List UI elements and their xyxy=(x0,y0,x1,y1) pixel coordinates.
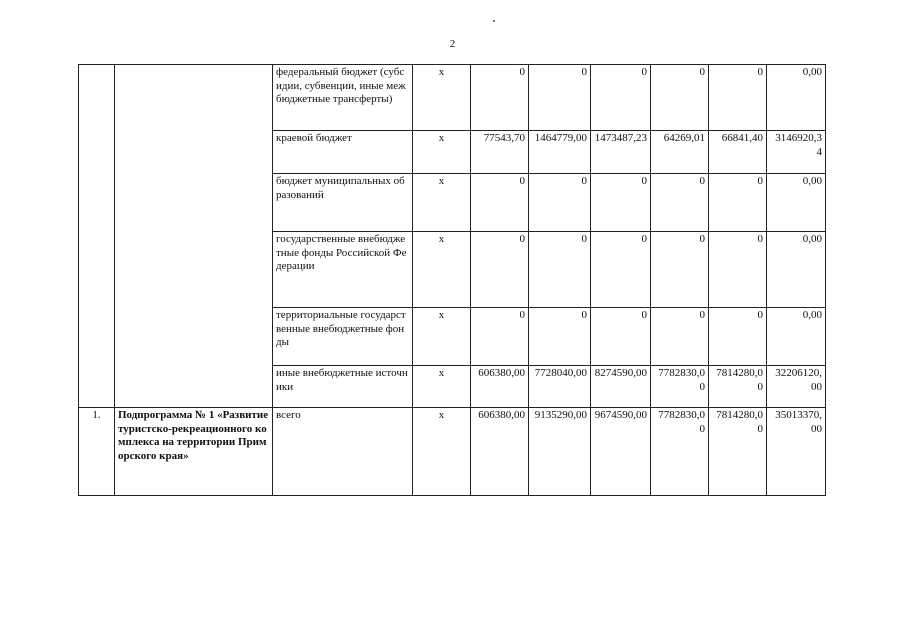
value-cell: 606380,00 xyxy=(471,408,529,496)
subprogram-row xyxy=(79,408,826,496)
source-cell: федеральный бюджет (субсидии, субвенции, иные межбюджетные трансферты) xyxy=(273,65,413,131)
value-cell: 0 xyxy=(651,232,709,308)
value-cell: 9674590,00 xyxy=(591,408,651,496)
source-cell: краевой бюджет xyxy=(273,131,413,174)
value-cell: 0 xyxy=(591,308,651,366)
source-cell: бюджет муниципальных образований xyxy=(273,174,413,232)
code-cell: х xyxy=(413,308,471,366)
value-cell: 7782830,00 xyxy=(651,408,709,496)
total-cell: 0,00 xyxy=(767,174,826,232)
value-cell: 0 xyxy=(651,65,709,131)
code-cell: х xyxy=(413,65,471,131)
value-cell: 7814280,00 xyxy=(709,366,767,408)
source-cell: государственные внебюджетные фонды Российской Федерации xyxy=(273,232,413,308)
total-cell: 3146920,34 xyxy=(767,131,826,174)
value-cell: 66841,40 xyxy=(709,131,767,174)
value-cell: 77543,70 xyxy=(471,131,529,174)
total-cell: 0,00 xyxy=(767,308,826,366)
total-cell: 0,00 xyxy=(767,65,826,131)
value-cell: 0 xyxy=(591,65,651,131)
table-row xyxy=(79,65,826,131)
total-cell: 35013370,00 xyxy=(767,408,826,496)
value-cell: 0 xyxy=(591,174,651,232)
value-cell: 1473487,23 xyxy=(591,131,651,174)
value-cell: 1464779,00 xyxy=(529,131,591,174)
value-cell: 0 xyxy=(529,174,591,232)
value-cell: 0 xyxy=(471,232,529,308)
value-cell: 64269,01 xyxy=(651,131,709,174)
code-cell: х xyxy=(413,408,471,496)
value-cell: 8274590,00 xyxy=(591,366,651,408)
value-cell: 0 xyxy=(591,232,651,308)
source-cell: всего xyxy=(273,408,413,496)
total-cell: 32206120,00 xyxy=(767,366,826,408)
value-cell: 0 xyxy=(529,308,591,366)
value-cell: 0 xyxy=(471,65,529,131)
index-cell xyxy=(79,65,115,408)
value-cell: 0 xyxy=(709,174,767,232)
code-cell: х xyxy=(413,232,471,308)
value-cell: 7782830,00 xyxy=(651,366,709,408)
title-cell xyxy=(115,65,273,408)
value-cell: 606380,00 xyxy=(471,366,529,408)
total-cell: 0,00 xyxy=(767,232,826,308)
value-cell: 0 xyxy=(651,308,709,366)
code-cell: х xyxy=(413,131,471,174)
value-cell: 0 xyxy=(471,308,529,366)
code-cell: х xyxy=(413,174,471,232)
value-cell: 0 xyxy=(709,65,767,131)
page-number: 2 xyxy=(449,38,456,50)
subprogram-index: 1. xyxy=(79,408,115,496)
source-cell: территориальные государственные внебюджетные фонды xyxy=(273,308,413,366)
scan-speck xyxy=(493,20,495,22)
value-cell: 0 xyxy=(471,174,529,232)
value-cell: 9135290,00 xyxy=(529,408,591,496)
subprogram-title: Подпрограмма № 1 «Развитие туристско-рекреационного комплекса на территории Приморского края» xyxy=(115,408,273,496)
value-cell: 0 xyxy=(529,232,591,308)
code-cell: х xyxy=(413,366,471,408)
value-cell: 0 xyxy=(651,174,709,232)
budget-table xyxy=(78,64,826,496)
value-cell: 7814280,00 xyxy=(709,408,767,496)
value-cell: 7728040,00 xyxy=(529,366,591,408)
value-cell: 0 xyxy=(529,65,591,131)
value-cell: 0 xyxy=(709,232,767,308)
source-cell: иные внебюджетные источники xyxy=(273,366,413,408)
value-cell: 0 xyxy=(709,308,767,366)
